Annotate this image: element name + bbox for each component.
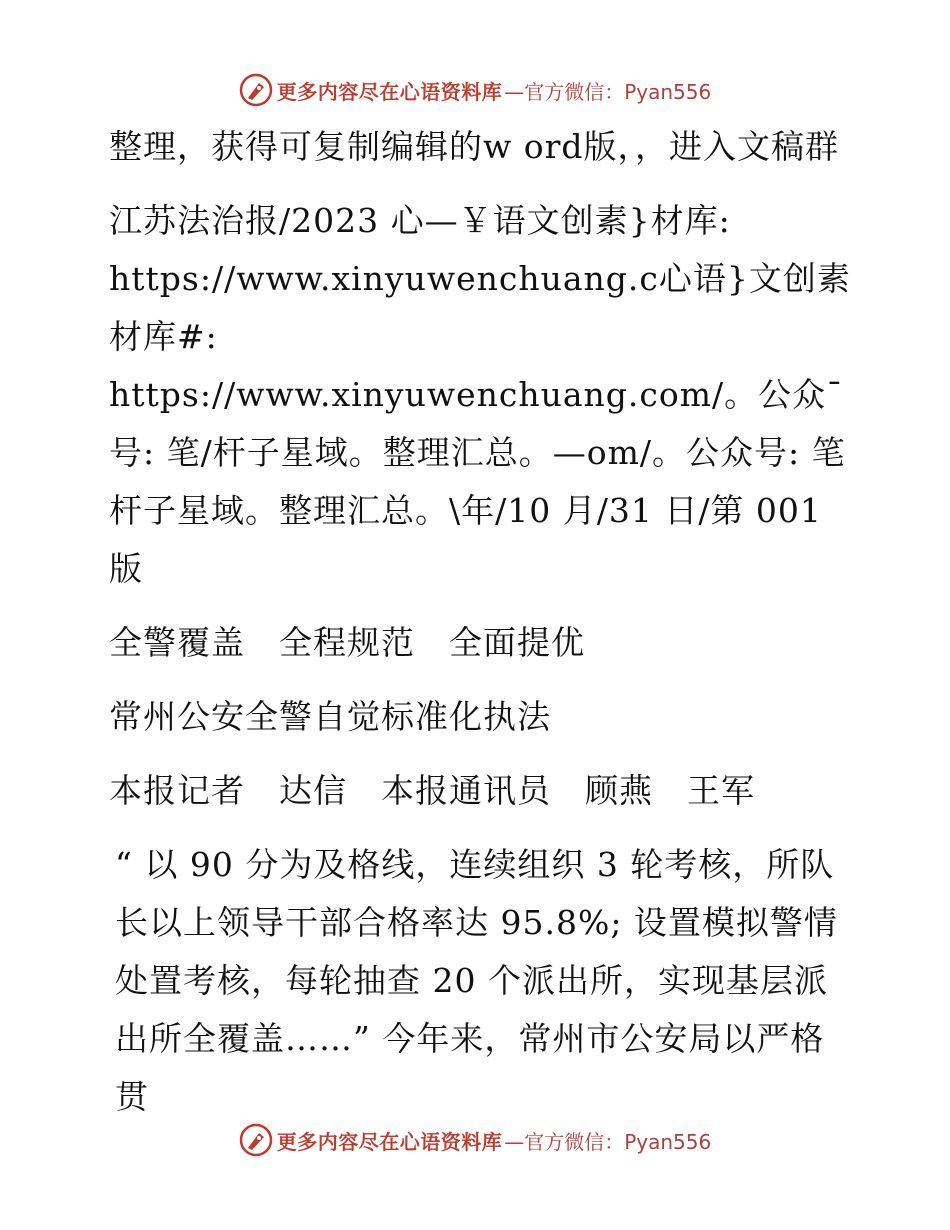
banner-lead-text: 更多内容尽在心语资料库 <box>276 1129 503 1154</box>
paragraph-slogan: 全警覆盖 全程规范 全面提优 <box>109 623 585 662</box>
article-byline: 本报记者 达信 本报通讯员 顾燕 王军 <box>109 771 755 810</box>
pen-nib-logo-icon <box>239 1123 273 1157</box>
pen-nib-logo-icon <box>239 73 273 107</box>
banner-lead-text: 更多内容尽在心语资料库 <box>276 79 503 104</box>
paragraph-body: “ 以 90 分为及格线，连续组织 3 轮考核，所队长以上领导干部合格率达 95.8%; 设置模拟警情处置考核，每轮抽查 20 个派出所，实现基层派出所全覆盖……” 今年来，常州市公安局以严格贯 <box>115 845 838 1116</box>
paragraph-intro: 整理，获得可复制编辑的w ord版，，进入文稿群 <box>109 127 840 166</box>
article-title: 常州公安全警自觉标准化执法 <box>109 697 551 736</box>
header-banner <box>0 70 950 110</box>
banner-wechat-text: —官方微信：Pyan556 <box>504 1129 712 1154</box>
footer-banner <box>0 1120 950 1160</box>
paragraph-source: 江苏法治报/2023 心—￥语文创素}材库: https://www.xinyuwenchuang.c心语}文创素材库#: https://www.xinyuwenchuang.com/。公众¯号: 笔/杆子星域。整理汇总。—om/。公众号: 笔杆子星域。整理汇总。\年/10 月/31 日/第 001 版 <box>109 201 851 588</box>
document-body <box>97 118 857 1142</box>
banner-wechat-text: —官方微信：Pyan556 <box>504 79 712 104</box>
